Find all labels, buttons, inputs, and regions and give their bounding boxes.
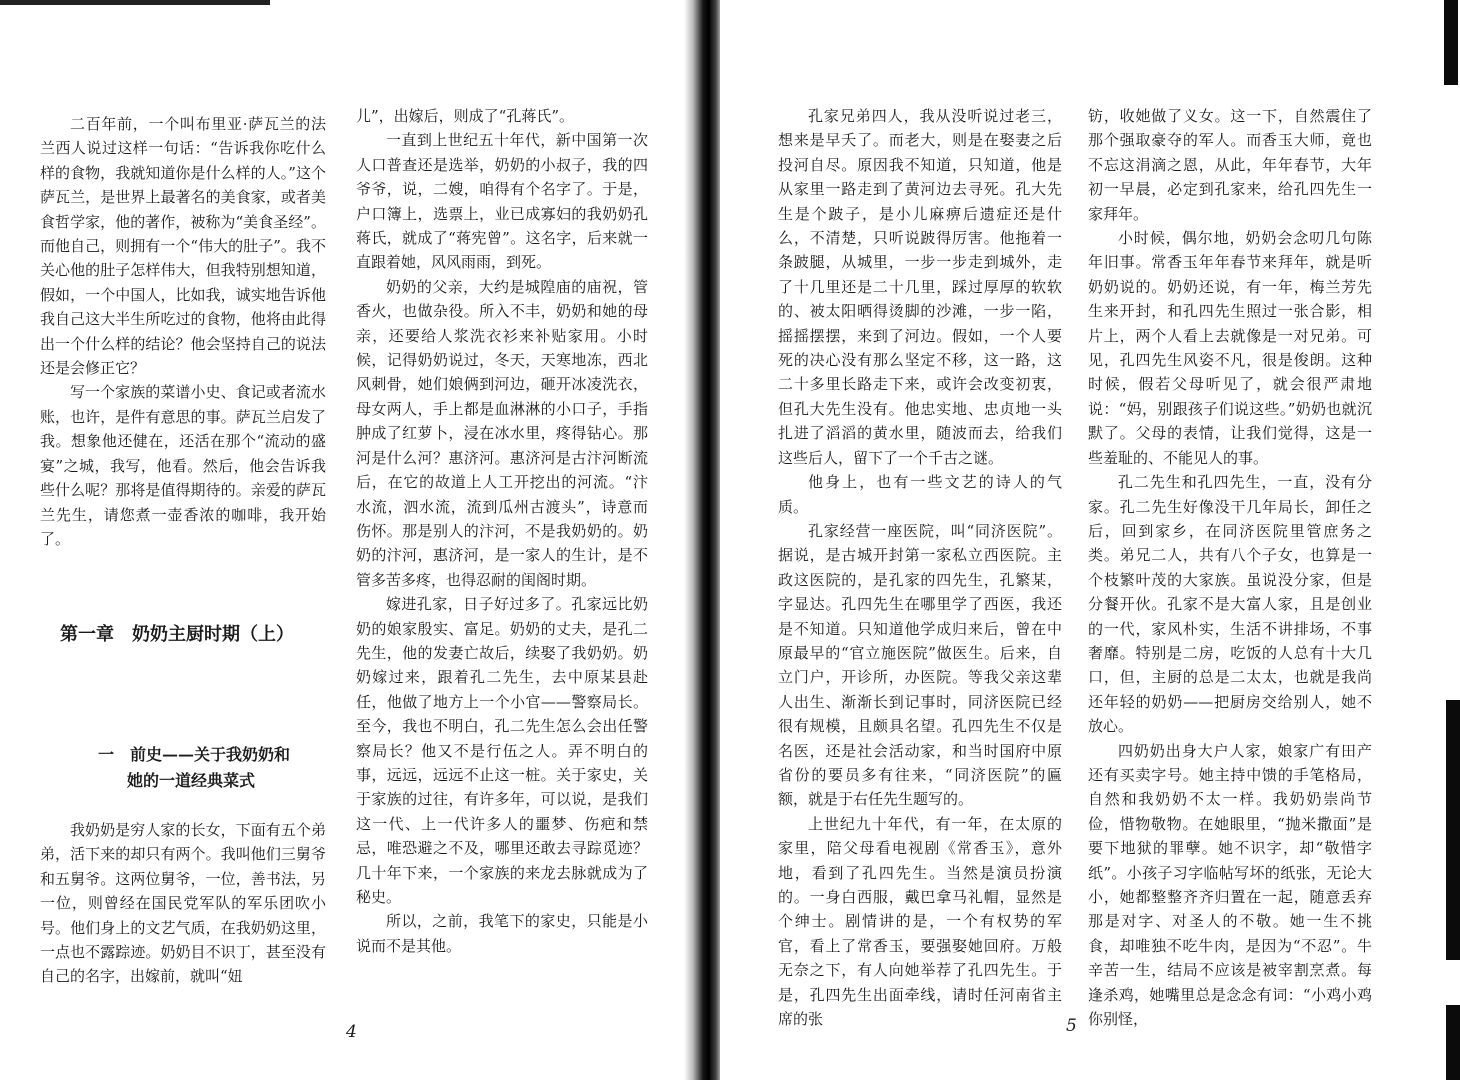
section-title-line-2: 她的一道经典菜式 (127, 771, 256, 790)
scan-edge-bar (1444, 0, 1458, 85)
paragraph: 写一个家族的菜谱小史、食记或者流水账，也许，是件有意思的事。萨瓦兰启发了我。想象他还健在，还活在那个“流动的盛宴”之城，我写，他看。然后，他会告诉我些什么呢？那将是值得期待的。亲爱的萨瓦兰先生，请您煮一壶香浓的咖啡，我开始了。 (40, 383, 326, 548)
column-4 (1088, 104, 1372, 1031)
column-1-bottom (40, 818, 326, 989)
page-number: 5 (1066, 1016, 1077, 1036)
paragraph: 孔家经营一座医院，叫“同济医院”。据说，是古城开封第一家私立西医院。主政这医院的，是孔家的四先生，孔繁某，字显达。孔四先生在哪里学了西医，我还是不知道。只知道他学成归来后，曾在中原最早的“官立施医院”做医生。后来，自立门户，开诊所，办医院。等我父亲这辈人出生、渐渐长到记事时，同济医院已经很有规模，且颇具名望。孔四先生不仅是名医，还是社会活动家，和当时国府中原省份的要员多有往来，“同济医院”的匾额，就是于右任先生题写的。 (778, 521, 1062, 809)
paragraph: 我奶奶是穷人家的长女，下面有五个弟弟，活下来的却只有两个。我叫他们三舅爷和五舅爷。这两位舅爷，一位，善书法，另一位，则曾经在国民党军队的军乐团吹小号。他们身上的文艺气质，在我奶奶这里，一点也不露踪迹。奶奶目不识丁，甚至没有自己的名字，出嫁前，就叫“妞 (40, 821, 326, 986)
scan-top-edge (0, 0, 270, 5)
paragraph: 四奶奶出身大户人家，娘家广有田产还有买卖字号。她主持中馈的手笔格局，自然和我奶奶不太一样。我奶奶崇尚节俭，惜物敬物。在她眼里，“抛米撒面”是要下地狱的罪孽。她不识字，却“敬惜字纸”。小孩子习字临帖写坏的纸张，无论大小，她都整整齐齐归置在一起，随意丢弃那是对字、对圣人的不敬。她一生不挑食，却唯独不吃牛肉，是因为“不忍”。牛辛苦一生，结局不应该是被宰割烹煮。每逢杀鸡，她嘴里总是念念有词：“小鸡小鸡你别怪， (1088, 741, 1372, 1029)
paragraph: 上世纪九十年代，有一年，在太原的家里，陪父母看电视剧《常香玉》，意外地，看到了孔四先生。当然是演员扮演的。一身白西服，戴巴拿马礼帽，显然是个绅士。剧情讲的是，一个有权势的军官，看上了常香玉，要强娶她回府。万般无奈之下，有人向她举荐了孔四先生。于是，孔四先生出面牵线，请时任河南省主席的张 (778, 814, 1062, 1029)
paragraph: 嫁进孔家，日子好过多了。孔家远比奶奶的娘家殷实、富足。奶奶的丈夫，是孔二先生，他的发妻亡故后，续娶了我奶奶。奶奶嫁过来，跟着孔二先生，去中原某县赴任，他做了地方上一个小官——警察局长。至今，我也不明白，孔二先生怎么会出任警察局长？他又不是行伍之人。弄不明白的事，远远，远远不止这一桩。关于家史，关于家族的过往，有许多年，可以说，是我们这一代、上一代许多人的噩梦、伤疤和禁忌，唯恐避之不及，哪里还敢去寻踪觅迹？几十年下来，一个家族的来龙去脉就成为了秘史。 (356, 595, 648, 906)
paragraph: 小时候，偶尔地，奶奶会念叨几句陈年旧事。常香玉年年春节来拜年，就是听奶奶说的。奶奶还说，有一年，梅兰芳先生来开封，和孔四先生照过一张合影，相片上，两个人看上去就像是一对兄弟。可见，孔四先生风姿不凡，很是俊朗。这种时候，假若父母听见了，就会很严肃地说：“妈，别跟孩子们说这些。”奶奶也就沉默了。父母的表情，让我们觉得，这是一些羞耻的、不能见人的事。 (1088, 229, 1372, 467)
paragraph: 钫，收她做了义女。这一下，自然震住了那个强取豪夺的军人。而香玉大师，竟也不忘这涓滴之恩，从此，年年春节，大年初一早晨，必定到孔家来，给孔四先生一家拜年。 (1088, 107, 1372, 223)
scan-edge-bar (1446, 700, 1460, 960)
column-3 (778, 104, 1062, 1031)
paragraph: 孔二先生和孔四先生，一直，没有分家。孔二先生好像没干几年局长，卸任之后，回到家乡，在同济医院里管庶务之类。弟兄二人，共有八个子女，也算是一个枝繁叶茂的大家族。虽说没分家，但是分餐开伙。孔家不是大富人家，且是创业的一代，家风朴实，生活不讲排场，不事奢靡。特别是二房，吃饭的人总有十大几口，但，主厨的总是二太太，也就是我尚还年轻的奶奶——把厨房交给别人，她不放心。 (1088, 473, 1372, 736)
paragraph: 奶奶的父亲，大约是城隍庙的庙祝，管香火，也做杂役。所入不丰，奶奶和她的母亲，还要给人浆洗衣衫来补贴家用。小时候，记得奶奶说过，冬天，天寒地冻，西北风刺骨，她们娘俩到河边，砸开冰凌洗衣，母女两人，手上都是血淋淋的小口子，手指肿成了红萝卜，浸在冰水里，疼得钻心。那河是什么河？惠济河。惠济河是古汴河断流后，在它的故道上人工开挖出的河流。“汴水流，泗水流，流到瓜州古渡头”，诗意而伤怀。那是别人的汴河，不是我奶奶的。奶奶的汴河，惠济河，是一家人的生计，是不管多苦多疼，也得忍耐的闺阁时期。 (356, 277, 648, 589)
left-page (0, 0, 700, 1080)
paragraph: 他身上，也有一些文艺的诗人的气质。 (778, 473, 1062, 516)
paragraph: 孔家兄弟四人，我从没听说过老三，想来是早夭了。而老大，则是在娶妻之后投河自尽。原因我不知道，只知道，他是从家里一路走到了黄河边去寻死。孔大先生是个跛子，是小儿麻痹后遗症还是什么，不清楚，只听说跛得厉害。他拖着一条跛腿，从城里，一步一步走到城外，走了十几里还是二十几里，踩过厚厚的软软的、被太阳晒得烫脚的沙滩，一步一陷，摇摇摆摆，来到了河边。假如，一个人要死的决心没有那么坚定不移，这一路，这二十多里长路走下来，或许会改变初衷，但孔大先生没有。他忠实地、忠贞地一头扎进了滔滔的黄水里，随波而去，给我们这些后人，留下了一个千古之谜。 (778, 107, 1062, 467)
paragraph: 一直到上世纪五十年代，新中国第一次人口普查还是选举，奶奶的小叔子，我的四爷爷，说，二嫂，咱得有个名字了。于是，户口簿上，选票上，业已成寡妇的我奶奶孔蒋氏，就成了“蒋宪曾”。这名字，后来就一直跟着她，风风雨雨，到死。 (356, 131, 648, 272)
paragraph: 儿”，出嫁后，则成了“孔蒋氏”。 (356, 107, 575, 125)
scan-edge-bar (1446, 1005, 1460, 1080)
column-1 (40, 112, 326, 551)
section-title-line-1: 一 前史——关于我奶奶和 (98, 745, 291, 764)
section-title (98, 742, 290, 794)
chapter-title: 第一章 奶奶主厨时期（上） (60, 624, 294, 645)
book-gutter (684, 0, 724, 1080)
page-number: 4 (346, 1022, 357, 1042)
paragraph: 所以，之前，我笔下的家史，只能是小说而不是其他。 (356, 912, 648, 955)
column-2 (356, 104, 648, 958)
paragraph: 二百年前，一个叫布里亚·萨瓦兰的法兰西人说过这样一句话：“告诉我你吃什么样的食物，我就知道你是什么样的人。”这个萨瓦兰，是世界上最著名的美食家，或者美食哲学家，他的著作，被称为“美食圣经”。而他自己，则拥有一个“伟大的肚子”。我不关心他的肚子怎样伟大，但我特别想知道，假如，一个中国人，比如我，诚实地告诉他我自己这大半生所吃过的食物，他将由此得出一个什么样的结论？他会坚持自己的说法还是会修正它？ (40, 115, 326, 378)
right-page (720, 0, 1460, 1080)
